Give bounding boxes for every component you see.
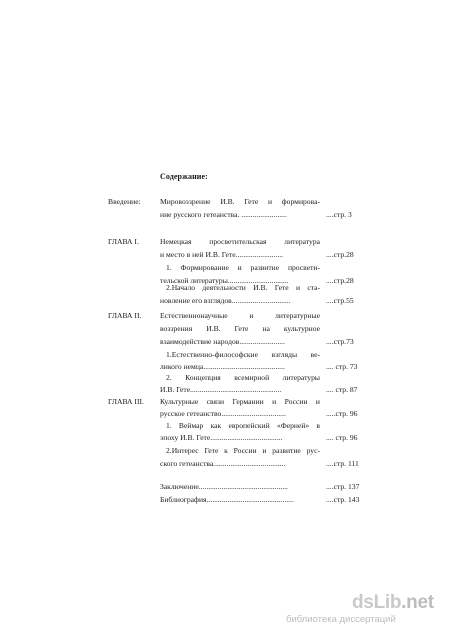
toc-entry-ch2-line1: Естественнонаучные и литературные <box>160 311 320 320</box>
toc-page-ch1-s2: ....стр.55 <box>326 296 354 305</box>
toc-entry-ch1-s1-line1: 1. Формирование и развитие просвети- <box>166 263 320 272</box>
toc-entry-intro-line1: Мировоззрение И.В. Гете и формирова- <box>160 197 320 206</box>
watermark-logo-ds: dsLib <box>352 592 402 613</box>
toc-entry-ch3-s2-line1: 2.Интерес Гете к России и развитие рус- <box>166 446 320 455</box>
toc-entry-ch3-s1-line1: 1. Веймар как европейский «Ферней» в <box>166 421 320 430</box>
toc-entry-ch1-s1-line2: тельской литературы................................ <box>160 276 289 285</box>
toc-entry-ch1-s2-line2: новление его взглядов............................... <box>160 296 291 305</box>
toc-entry-ch1-line2: и место в ней И.В. Гете......................... <box>160 250 284 259</box>
toc-entry-ch2-s2-line1: 2. Концепция всемирной литературы <box>166 373 320 382</box>
toc-title: Содержание: <box>160 172 208 181</box>
toc-entry-ch2-s1-line2: ликого немца........................................... <box>160 362 285 371</box>
toc-entry-ch2-s2-line2: И.В. Гете................................................ <box>160 385 282 394</box>
toc-page-conclusion: ....стр. 137 <box>326 482 360 491</box>
toc-entry-ch2-line3: взаимодействие народов........................ <box>160 337 285 346</box>
toc-label-chapter-1: ГЛАВА I. <box>108 237 139 246</box>
toc-page-ch1-s1: ....стр.28 <box>326 276 354 285</box>
toc-entry-ch1-s2-line1: 2.Начало деятельности И.В. Гете и ста- <box>166 283 320 292</box>
toc-entry-ch3-s2-line2: ского гетеанства...................................... <box>160 459 286 468</box>
toc-label-chapter-3: ГЛАВА III. <box>108 397 144 406</box>
toc-label-intro: Введение: <box>108 197 141 206</box>
watermark-logo-net: .net <box>401 592 434 613</box>
toc-page-bibliography: ....стр. 143 <box>326 495 360 504</box>
toc-entry-ch3-s1-line2: эпоху И.В. Гете...................................... <box>160 433 283 442</box>
toc-entry-ch2-line2: воззрения И.В. Гете на культурное <box>160 324 320 333</box>
watermark-logo <box>352 592 434 613</box>
toc-page-intro: ....стр. 3 <box>326 210 352 219</box>
toc-page-ch3-s2: ....стр. 111 <box>326 459 359 468</box>
toc-page-ch1: ....стр.28 <box>326 250 354 259</box>
toc-entry-ch3-line2: русское гетеанство.................................. <box>160 409 286 418</box>
toc-entry-ch3-line1: Культурные связи Германии и России и <box>160 397 320 406</box>
toc-entry-intro-line2: ние русского гетеанства. ........................ <box>160 210 287 219</box>
toc-page-ch3-s1: .... стр. 96 <box>326 433 358 442</box>
toc-page-ch3: .....стр. 96 <box>326 409 358 418</box>
toc-entry-ch1-line1: Немецкая просветительская литература <box>160 237 320 246</box>
toc-page-ch2-s2: .... стр. 87 <box>326 385 358 394</box>
dslib-watermark <box>352 592 434 614</box>
toc-page-ch2-s1: .... стр. 73 <box>326 362 358 371</box>
watermark-subtitle: библиотека диссертаций <box>286 614 396 625</box>
toc-entry-ch2-s1-line1: 1.Естественно-философские взгляды ве- <box>166 350 320 359</box>
toc-entry-conclusion: Заключение............................................... <box>160 482 288 491</box>
toc-page-ch2: ....стр.73 <box>326 337 354 346</box>
toc-entry-bibliography: Библиография.............................................. <box>160 495 294 504</box>
toc-label-chapter-2: ГЛАВА II. <box>108 311 142 320</box>
